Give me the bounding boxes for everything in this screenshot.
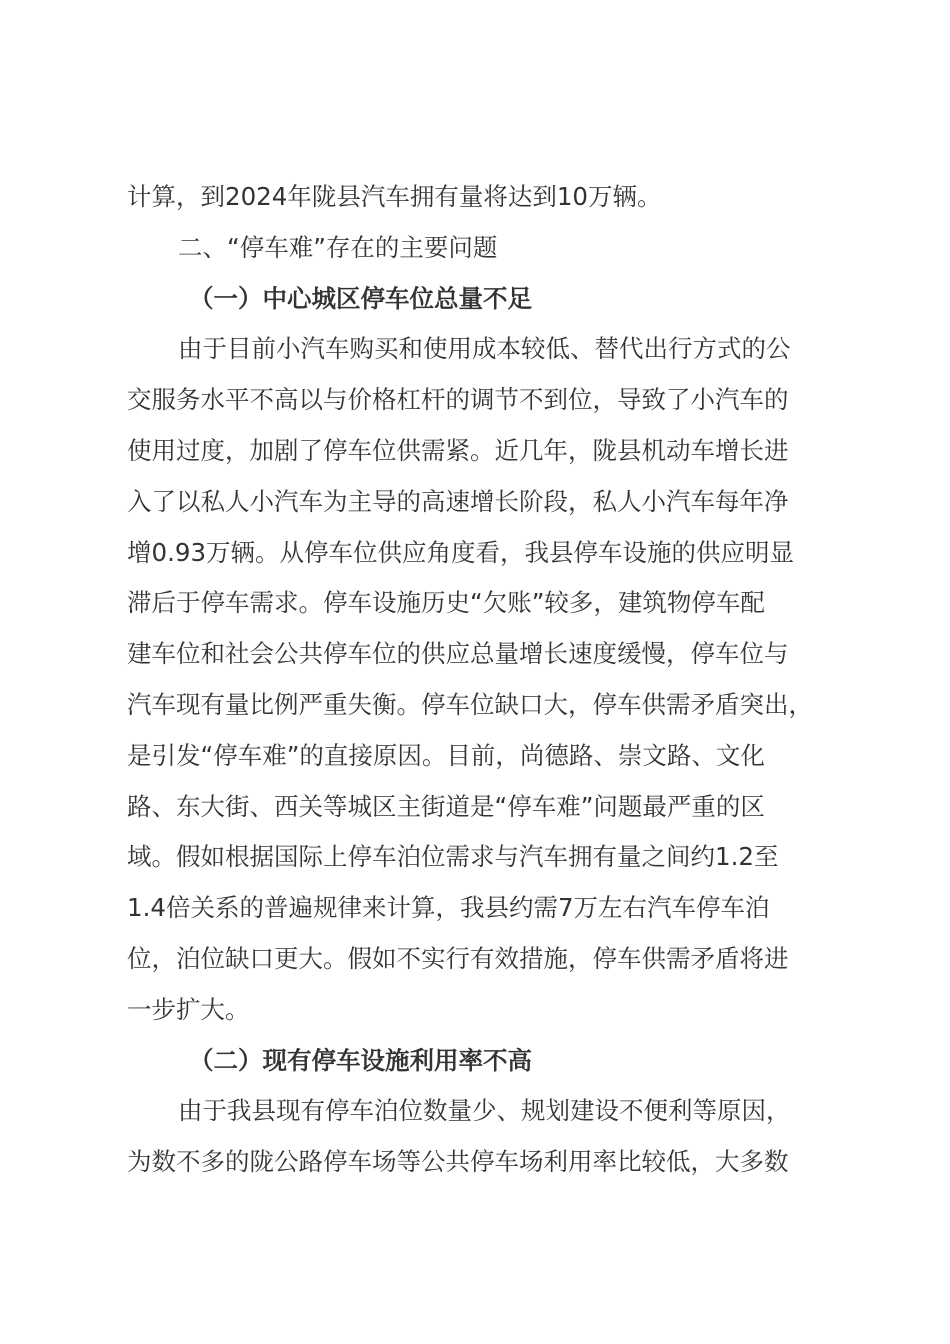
paragraph-line: 1.4倍关系的普遍规律来计算，我县约需7万左右汽车停车泊 [127,893,770,923]
paragraph-line: 位，泊位缺口更大。假如不实行有效措施，停车供需矛盾将进 [127,943,789,973]
paragraph-line: 增0.93万辆。从停车位供应角度看，我县停车设施的供应明显 [127,537,795,567]
section-heading: 二、“停车难”存在的主要问题 [178,232,498,262]
paragraph-line: 使用过度，加剧了停车位供需紧。近几年，陇县机动车增长进 [127,435,789,465]
paragraph-line: 计算，到2024年陇县汽车拥有量将达到10万辆。 [127,182,662,211]
paragraph-line: 路、东大街、西关等城区主街道是“停车难”问题最严重的区 [127,791,765,821]
paragraph-line: 域。假如根据国际上停车泊位需求与汽车拥有量之间约1.2至 [127,842,779,872]
document-body [127,172,833,1188]
paragraph-line: 由于我县现有停车泊位数量少、规划建设不便利等原因， [178,1096,791,1126]
subsection-heading: （一）中心城区停车位总量不足 [189,283,532,313]
paragraph-line: 汽车现有量比例严重失衡。停车位缺口大，停车供需矛盾突出， [127,689,813,719]
subsection-heading: （二）现有停车设施利用率不高 [189,1045,532,1075]
paragraph-line: 入了以私人小汽车为主导的高速增长阶段，私人小汽车每年净 [127,486,789,516]
paragraph-line: 由于目前小汽车购买和使用成本较低、替代出行方式的公 [178,334,791,364]
paragraph-line: 一步扩大。 [127,994,250,1024]
paragraph-line: 为数不多的陇公路停车场等公共停车场利用率比较低，大多数 [127,1147,789,1177]
paragraph-line: 是引发“停车难”的直接原因。目前，尚德路、崇文路、文化 [127,740,765,770]
paragraph-line: 交服务水平不高以与价格杠杆的调节不到位，导致了小汽车的 [127,385,789,415]
paragraph-line: 建车位和社会公共停车位的供应总量增长速度缓慢，停车位与 [127,639,789,669]
paragraph-line: 滞后于停车需求。停车设施历史“欠账”较多，建筑物停车配 [127,588,765,618]
